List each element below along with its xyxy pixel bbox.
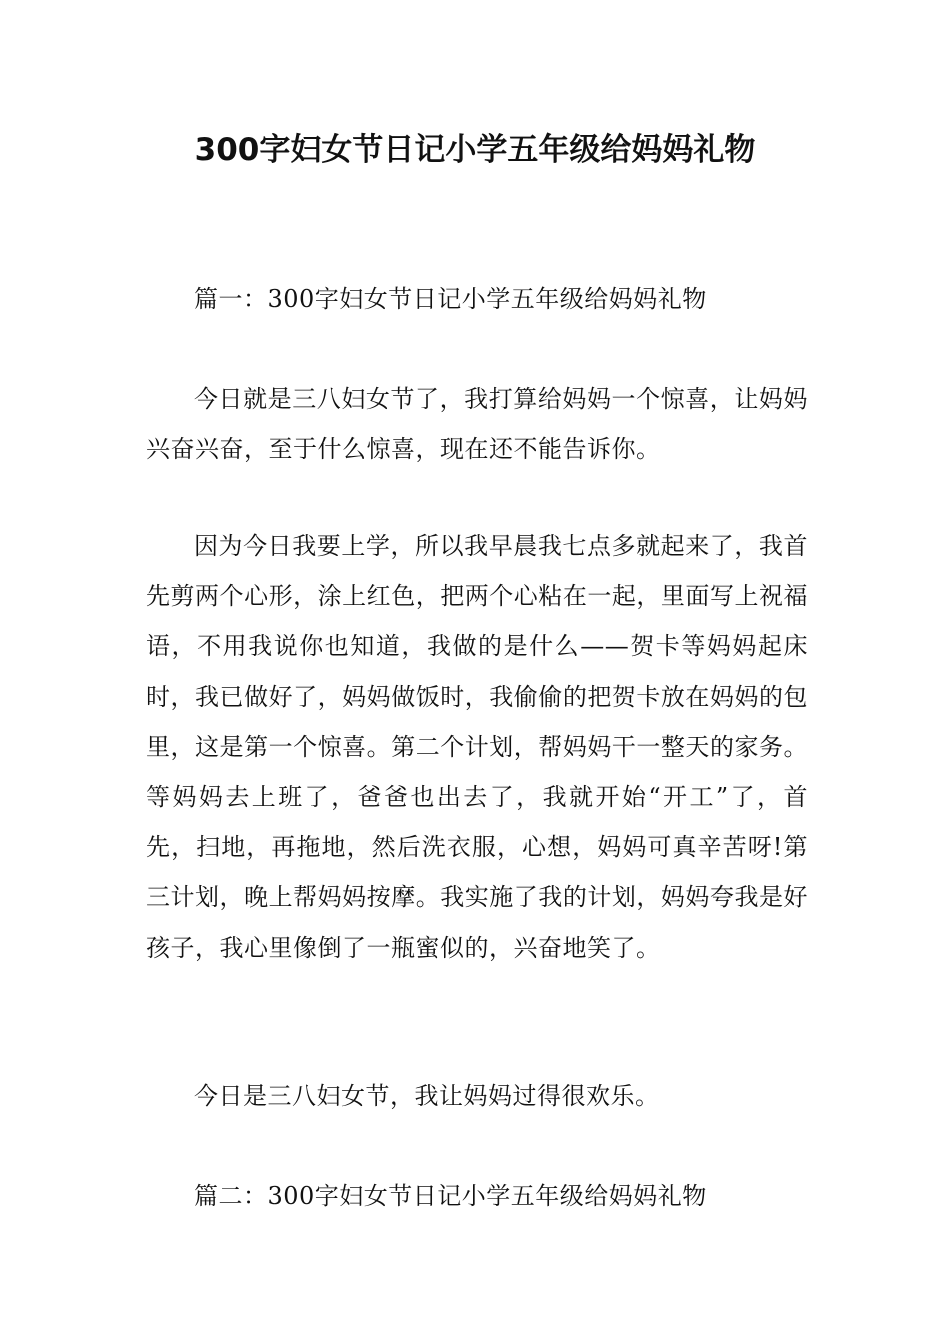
paragraph-1: 今日就是三八妇女节了，我打算给妈妈一个惊喜，让妈妈兴奋兴奋，至于什么惊喜，现在还不能告诉你。 [146,385,808,464]
paragraph-3: 今日是三八妇女节，我让妈妈过得很欢乐。 [194,1082,660,1110]
document-title: 300字妇女节日记小学五年级给妈妈礼物 [194,132,756,168]
section-heading-2: 篇二：300字妇女节日记小学五年级给妈妈礼物 [194,1182,707,1210]
paragraph-2: 因为今日我要上学，所以我早晨我七点多就起来了，我首先剪两个心形，涂上红色，把两个心粘在一起，里面写上祝福语，不用我说你也知道，我做的是什么——贺卡等妈妈起床时，我已做好了，妈妈做饭时，我偷偷的把贺卡放在妈妈的包里，这是第一个惊喜。第二个计划，帮妈妈干一整天的家务。等妈妈去上班了，爸爸也出去了，我就开始“开工”了，首先，扫地，再拖地，然后洗衣服，心想，妈妈可真辛苦呀!第三计划，晚上帮妈妈按摩。我实施了我的计划，妈妈夸我是好孩子，我心里像倒了一瓶蜜似的，兴奋地笑了。 [146,532,808,962]
section-heading-1: 篇一：300字妇女节日记小学五年级给妈妈礼物 [194,285,707,313]
